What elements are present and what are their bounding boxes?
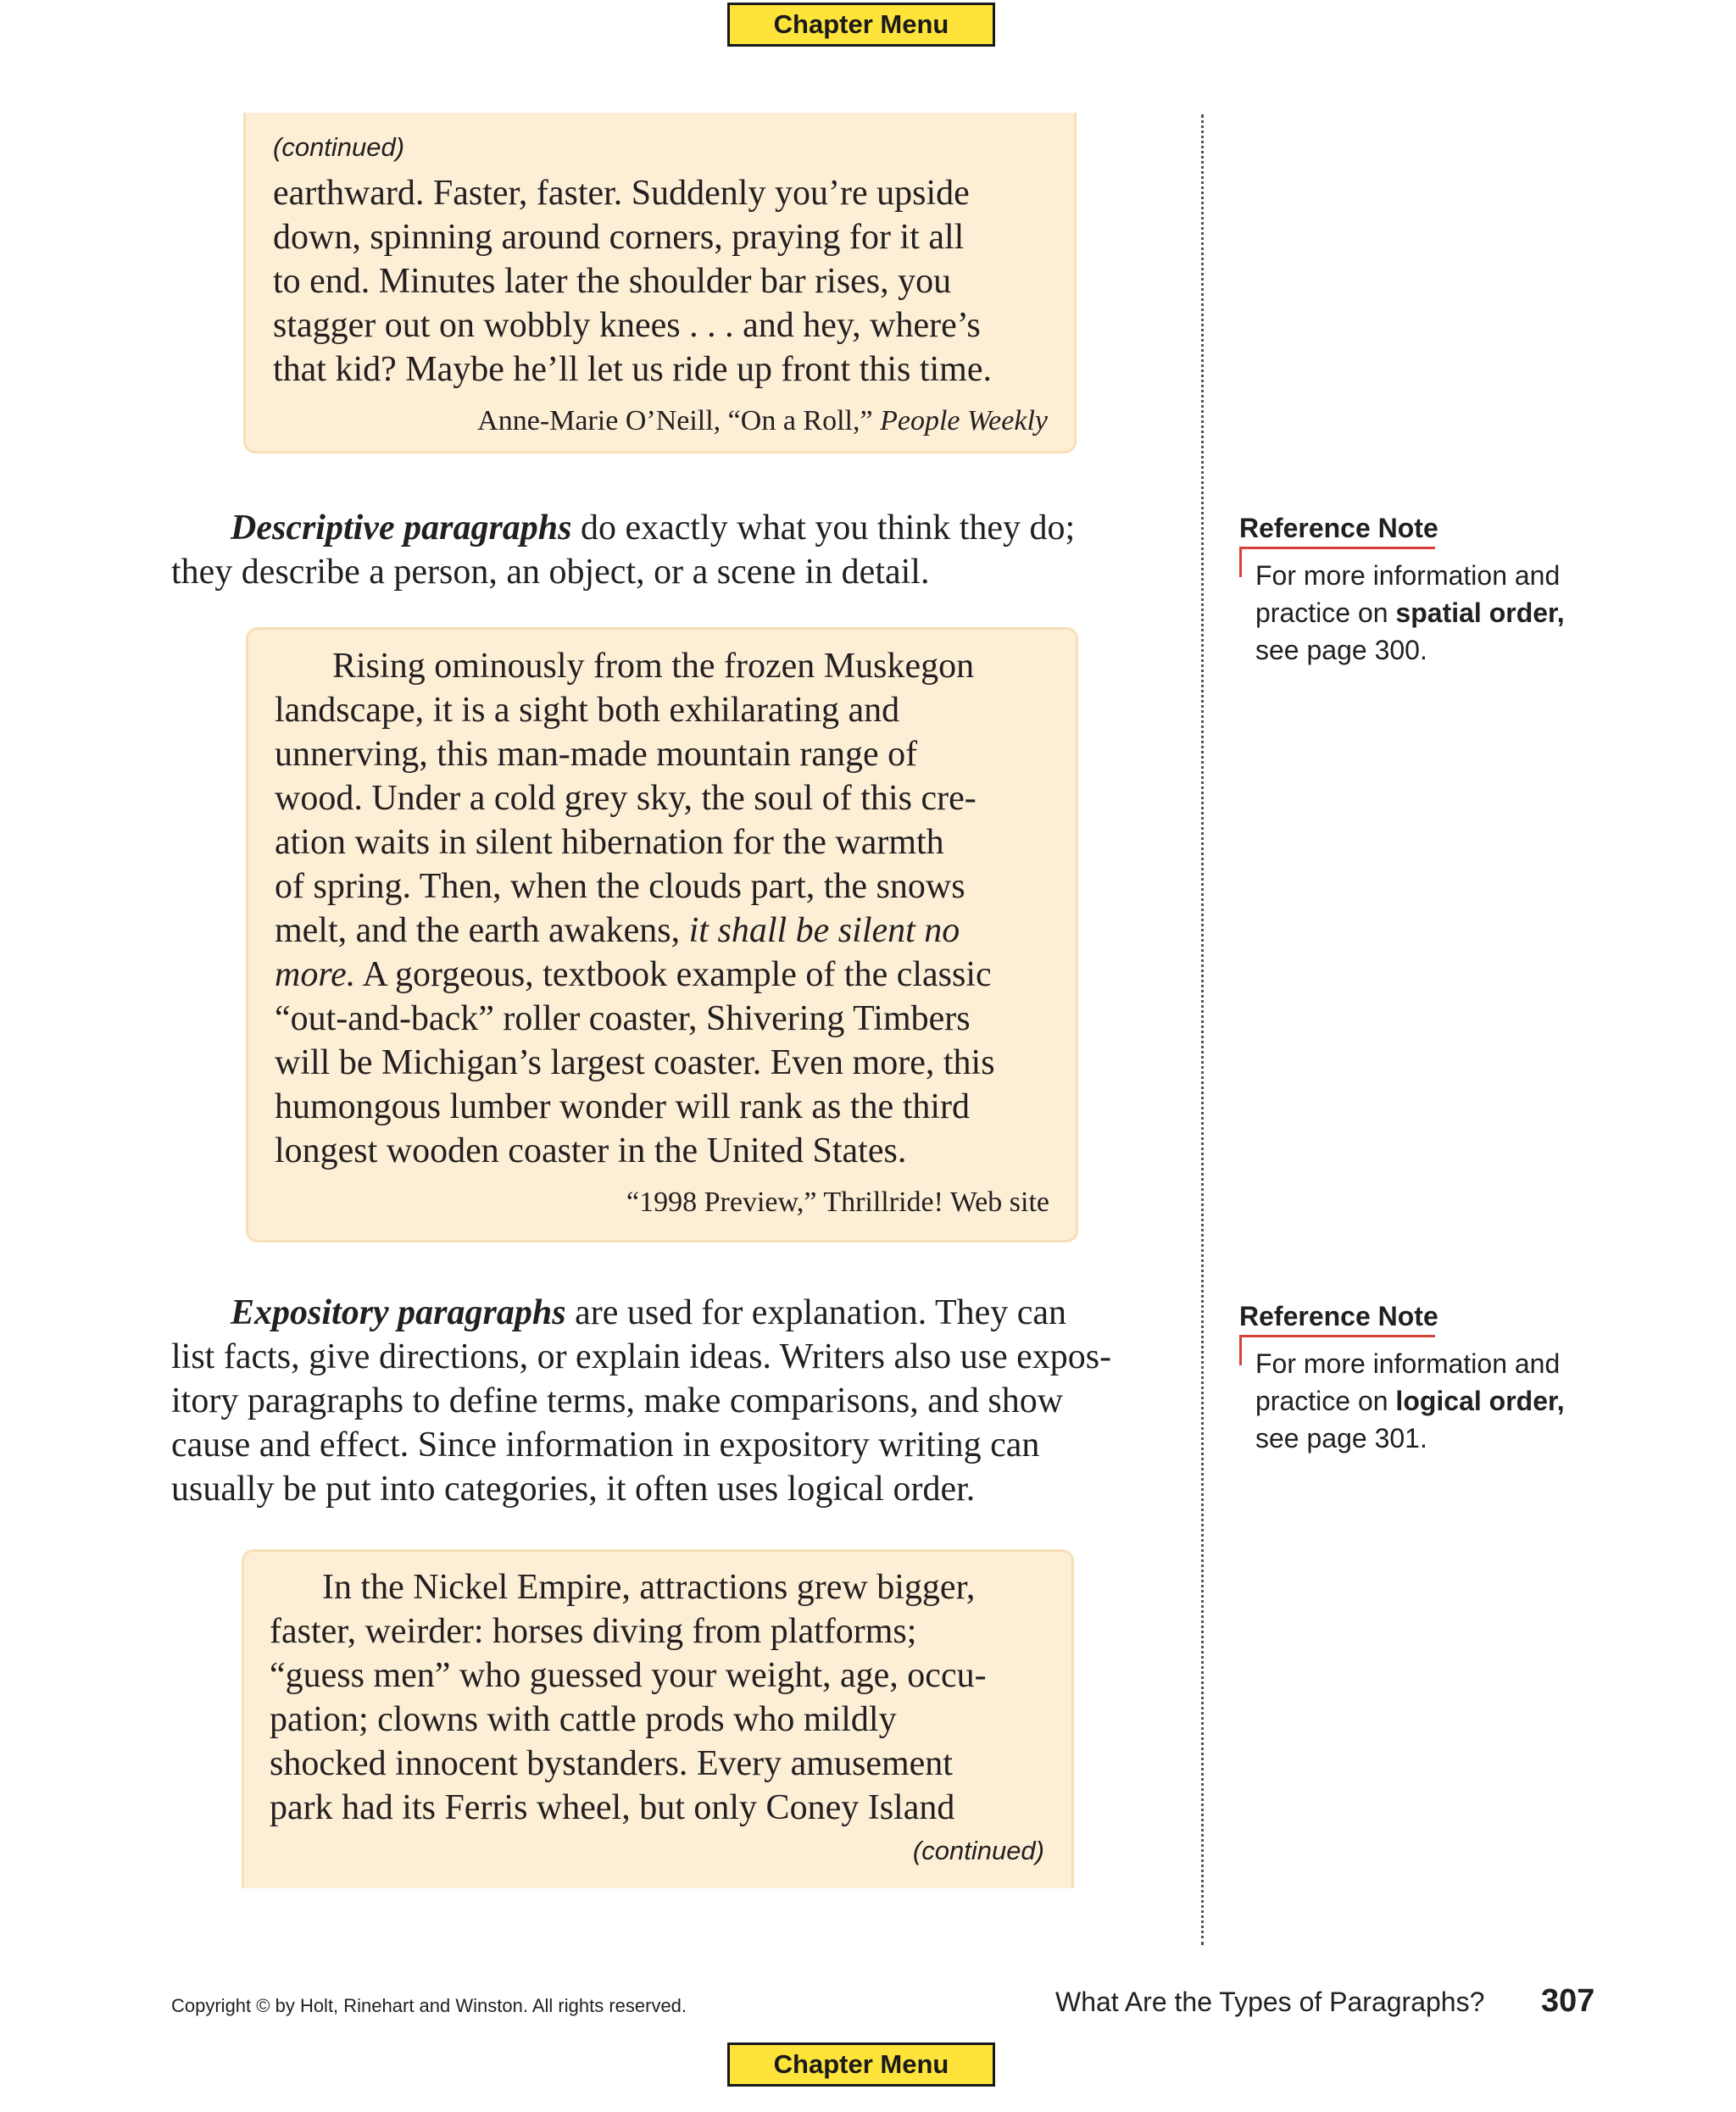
excerpt-2-line: of spring. Then, when the clouds part, the snows bbox=[275, 867, 965, 906]
reference-note-title-1: Reference Note bbox=[1239, 513, 1438, 543]
reference-note-line bbox=[1255, 1382, 1565, 1420]
expository-line: cause and effect. Since information in expository writing can bbox=[171, 1426, 1040, 1465]
excerpt-2-line: landscape, it is a sight both exhilarating and bbox=[275, 691, 900, 730]
expository-line: itory paragraphs to define terms, make comparisons, and show bbox=[171, 1381, 1064, 1420]
page-number: 307 bbox=[1541, 1983, 1595, 2019]
reference-note-page: see page 301. bbox=[1255, 1423, 1427, 1453]
excerpt-1-line: that kid? Maybe he’ll let us ride up front this time. bbox=[273, 350, 992, 389]
excerpt-1-citation bbox=[477, 405, 1048, 437]
continued-label-top: (continued) bbox=[273, 132, 405, 162]
excerpt-2-line: will be Michigan’s largest coaster. Even more, this bbox=[275, 1043, 995, 1082]
reference-note-tick-1 bbox=[1239, 547, 1242, 577]
reference-note-line: For more information and bbox=[1255, 560, 1561, 591]
excerpt-2-line-7-roman: melt, and the earth awakens, bbox=[275, 911, 689, 950]
expository-line-1-rest: are used for explanation. They can bbox=[565, 1293, 1067, 1332]
excerpt-1-line: to end. Minutes later the shoulder bar rises, you bbox=[273, 262, 952, 301]
excerpt-1-line: earthward. Faster, faster. Suddenly you’re upside bbox=[273, 174, 970, 213]
excerpt-2-line-7-italic: it shall be silent no bbox=[688, 911, 960, 950]
excerpt-2-line: Rising ominously from the frozen Muskegon bbox=[332, 647, 975, 686]
descriptive-line-1 bbox=[231, 506, 1075, 550]
excerpt-3-line: faster, weirder: horses diving from platforms; bbox=[270, 1612, 917, 1651]
reference-note-prefix: practice on bbox=[1255, 1386, 1396, 1416]
reference-note-line: For more information and bbox=[1255, 1348, 1561, 1379]
excerpt-2-line bbox=[275, 953, 992, 997]
expository-line-1 bbox=[231, 1291, 1066, 1335]
excerpt-3-line: shocked innocent bystanders. Every amusement bbox=[270, 1744, 953, 1783]
excerpt-1-line: stagger out on wobbly knees . . . and hey, where’s bbox=[273, 306, 981, 345]
descriptive-term: Descriptive paragraphs bbox=[231, 509, 572, 547]
excerpt-2-citation: “1998 Preview,” Thrillride! Web site bbox=[626, 1187, 1049, 1218]
chapter-menu-button-bottom[interactable]: Chapter Menu bbox=[727, 2043, 995, 2087]
continued-label-bottom: (continued) bbox=[912, 1836, 1044, 1865]
running-footer-title: What Are the Types of Paragraphs? bbox=[1055, 1987, 1485, 2017]
excerpt-3-line: “guess men” who guessed your weight, age, occu- bbox=[270, 1656, 987, 1695]
reference-link-spatial-order[interactable]: spatial order, bbox=[1395, 597, 1565, 628]
reference-link-logical-order[interactable]: logical order, bbox=[1395, 1386, 1565, 1416]
expository-line: list facts, give directions, or explain ideas. Writers also use expos- bbox=[171, 1337, 1112, 1376]
reference-note-page: see page 300. bbox=[1255, 635, 1427, 665]
excerpt-3-line: pation; clowns with cattle prods who mildly bbox=[270, 1700, 897, 1739]
expository-term: Expository paragraphs bbox=[231, 1293, 566, 1332]
excerpt-2-line: “out-and-back” roller coaster, Shivering Timbers bbox=[275, 999, 971, 1038]
reference-note-rule-2 bbox=[1239, 1335, 1435, 1337]
reference-note-line bbox=[1255, 594, 1565, 631]
excerpt-2-line: longest wooden coaster in the United States. bbox=[275, 1131, 907, 1170]
excerpt-2-line bbox=[275, 909, 960, 953]
excerpt-2-line: ation waits in silent hibernation for the warmth bbox=[275, 823, 944, 862]
excerpt-2-line-8-italic: more. bbox=[275, 955, 356, 994]
excerpt-2-line: wood. Under a cold grey sky, the soul of this cre- bbox=[275, 779, 976, 818]
excerpt-3-line: park had its Ferris wheel, but only Coney Island bbox=[270, 1788, 955, 1827]
descriptive-line-1-rest: do exactly what you think they do; bbox=[571, 509, 1076, 547]
descriptive-line-2: they describe a person, an object, or a scene in detail. bbox=[171, 553, 930, 592]
excerpt-3-line: In the Nickel Empire, attractions grew bigger, bbox=[322, 1568, 976, 1607]
reference-note-tick-2 bbox=[1239, 1335, 1242, 1365]
excerpt-2-line: humongous lumber wonder will rank as the third bbox=[275, 1087, 971, 1126]
excerpt-2-line-8-roman: A gorgeous, textbook example of the classic bbox=[355, 955, 992, 994]
excerpt-2-line: unnerving, this man-made mountain range of bbox=[275, 735, 918, 774]
copyright-notice: Copyright © by Holt, Rinehart and Winston. All rights reserved. bbox=[171, 1995, 687, 2016]
chapter-menu-button-top[interactable]: Chapter Menu bbox=[727, 3, 995, 47]
reference-note-prefix: practice on bbox=[1255, 597, 1396, 628]
expository-line: usually be put into categories, it often uses logical order. bbox=[171, 1470, 976, 1509]
citation-source: People Weekly bbox=[880, 405, 1048, 436]
reference-note-rule-1 bbox=[1239, 547, 1435, 549]
excerpt-1-line: down, spinning around corners, praying for it all bbox=[273, 218, 965, 257]
sidebar-divider bbox=[1201, 114, 1204, 1945]
reference-note-title-2: Reference Note bbox=[1239, 1301, 1438, 1331]
citation-author: Anne-Marie O’Neill, “On a Roll,” bbox=[477, 405, 873, 436]
